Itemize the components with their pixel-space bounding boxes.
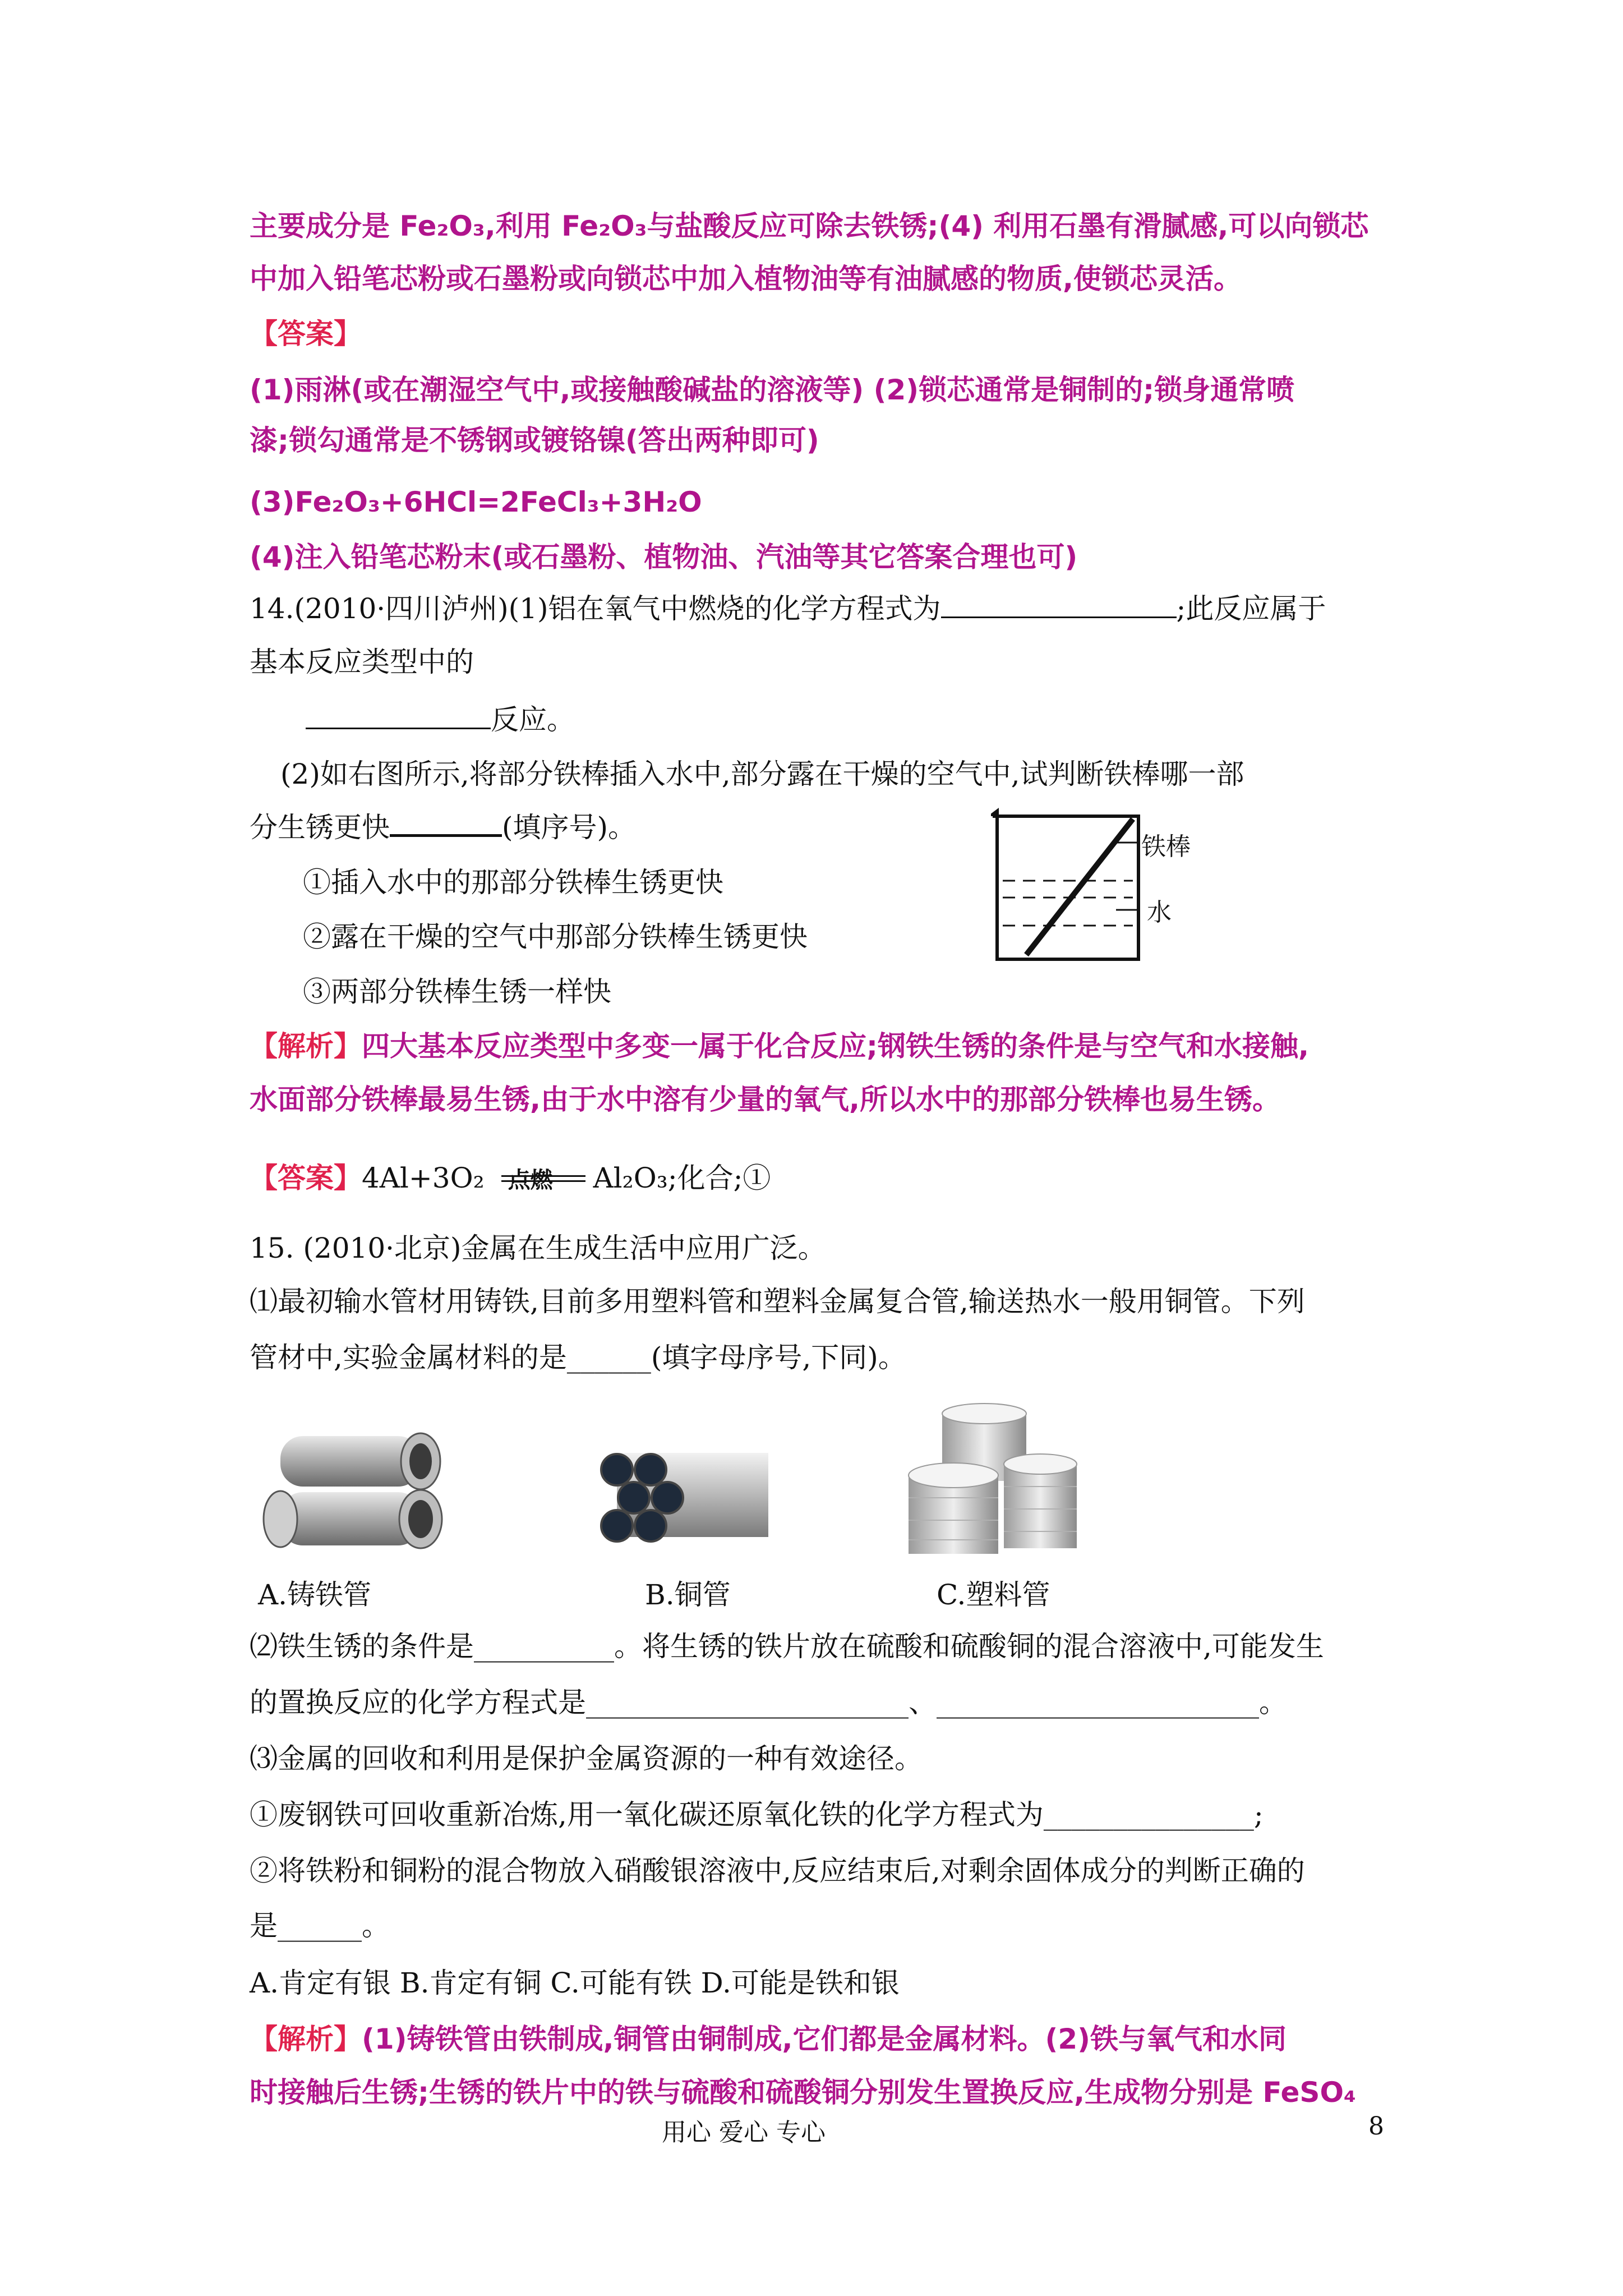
- q15-p3-line4: 是______。: [250, 1910, 390, 1942]
- analysis-continuation-line2: 中加入铅笔芯粉或石墨粉或向锁芯中加入植物油等有油腻感的物质,使锁芯灵活。: [250, 263, 1242, 295]
- copper-pipe-bundle-icon: [594, 1442, 774, 1548]
- q14-option1: ①插入水中的那部分铁棒生锈更快: [303, 866, 723, 899]
- q14-answer: [250, 1158, 771, 1198]
- q15-p2-line2: 的置换反应的化学方程式是_______________________、_______________________。: [250, 1686, 1287, 1719]
- q14-line3: [306, 700, 575, 739]
- q15-label-b: B.铜管: [645, 1579, 731, 1611]
- plastic-pipe-image: [897, 1402, 1088, 1565]
- q15-analysis-tag: 【解析】: [250, 2023, 362, 2055]
- q15-p3-line2: ①废钢铁可回收重新冶炼,用一氧化碳还原氧化铁的化学方程式为_______________;: [250, 1798, 1264, 1831]
- q14-line2: 基本反应类型中的: [250, 646, 474, 678]
- q14-stem: [250, 589, 1326, 628]
- q15-p1-line2: 管材中,实验金属材料的是______(填字母序号,下同)。: [250, 1341, 906, 1374]
- q14-answer-tag: 【答案】: [250, 1162, 362, 1194]
- analysis-continuation-line1: 主要成分是 Fe₂O₃,利用 Fe₂O₃与盐酸反应可除去铁锈;(4) 利用石墨有滑腻感,可以向锁芯: [250, 210, 1369, 242]
- cast-iron-pipe-image: [258, 1419, 449, 1565]
- q14-stem-a: 14.(2010·四川泸州)(1)铝在氧气中燃烧的化学方程式为: [250, 592, 941, 625]
- q14-analysis-line2: 水面部分铁棒最易生锈,由于水中溶有少量的氧气,所以水中的那部分铁棒也易生锈。: [250, 1083, 1280, 1116]
- q15-choices: A.肯定有银 B.肯定有铜 C.可能有铁 D.可能是铁和银: [250, 1967, 900, 1999]
- q14-reaction-condition: 点燃: [508, 1167, 553, 1193]
- q14-stem-b: ;此反应属于: [1176, 592, 1326, 625]
- q14-option3: ③两部分铁棒生锈一样快: [303, 976, 611, 1008]
- q14-blank-choice[interactable]: [390, 811, 502, 837]
- plastic-pipe-coils-icon: [897, 1402, 1088, 1565]
- answer-line1: (1)雨淋(或在潮湿空气中,或接触酸碱盐的溶液等) (2)锁芯通常是铜制的;锁身通常喷: [250, 374, 1295, 406]
- figure-label-water: 水: [1147, 898, 1172, 927]
- page-number: 8: [1368, 2112, 1384, 2141]
- answer-line3: (3)Fe₂O₃+6HCl=2FeCl₃+3H₂O: [250, 486, 702, 518]
- beaker-figure: [981, 808, 1195, 976]
- q15-p2-line1: ⑵铁生锈的条件是__________。将生锈的铁片放在硫酸和硫酸铜的混合溶液中,可能发生: [250, 1630, 1324, 1663]
- q15-stem: 15. (2010·北京)金属在生成生活中应用广泛。: [250, 1232, 826, 1264]
- q14-part2-line1: (2)如右图所示,将部分铁棒插入水中,部分露在干燥的空气中,试判断铁棒哪一部: [280, 758, 1244, 790]
- q15-analysis-text1: (1)铸铁管由铁制成,铜管由铜制成,它们都是金属材料。(2)铁与氧气和水同: [362, 2023, 1287, 2055]
- q14-analysis-tag: 【解析】: [250, 1030, 362, 1062]
- q15-p3-line1: ⑶金属的回收和利用是保护金属资源的一种有效途径。: [250, 1742, 923, 1775]
- q14-analysis-line1: [250, 1027, 1309, 1066]
- cast-iron-pipe-icon: [258, 1419, 449, 1565]
- q15-analysis-line2: 时接触后生锈;生锈的铁片中的铁与硫酸和硫酸铜分别发生置换反应,生成物分别是 FeSO₄: [250, 2076, 1356, 2109]
- q14-part2-b: (填序号)。: [502, 811, 637, 844]
- q15-analysis-line1: [250, 2019, 1287, 2059]
- q14-answer-pre: 4Al+3O₂: [362, 1162, 485, 1194]
- answer-line2: 漆;锁勾通常是不锈钢或镀铬镍(答出两种即可): [250, 424, 819, 457]
- footer-motto: 用心 爱心 专心: [662, 2118, 826, 2147]
- q14-blank-equation[interactable]: [941, 593, 1177, 618]
- q15-label-c: C.塑料管: [937, 1579, 1050, 1611]
- answer-tag: 【答案】: [250, 318, 362, 350]
- q14-line3-tail: 反应。: [491, 703, 575, 736]
- q14-answer-post: Al₂O₃;化合;①: [593, 1162, 771, 1194]
- q15-p1-line1: ⑴最初输水管材用铸铁,目前多用塑料管和塑料金属复合管,输送热水一般用铜管。下列: [250, 1285, 1305, 1318]
- answer-line4: (4)注入铅笔芯粉末(或石墨粉、植物油、汽油等其它答案合理也可): [250, 541, 1078, 573]
- q14-part2-a: 分生锈更快: [250, 811, 390, 844]
- q14-part2-line2: [250, 808, 636, 847]
- copper-pipe-image: [594, 1442, 774, 1548]
- figure-label-rod: 铁棒: [1141, 832, 1191, 861]
- q14-analysis-text1: 四大基本反应类型中多变一属于化合反应;钢铁生锈的条件是与空气和水接触,: [362, 1030, 1309, 1062]
- q15-p3-line3: ②将铁粉和铜粉的混合物放入硝酸银溶液中,反应结束后,对剩余固体成分的判断正确的: [250, 1855, 1305, 1887]
- q14-option2: ②露在干燥的空气中那部分铁棒生锈更快: [303, 921, 808, 953]
- q14-blank-type[interactable]: [306, 704, 491, 729]
- q15-label-a: A.铸铁管: [258, 1579, 372, 1611]
